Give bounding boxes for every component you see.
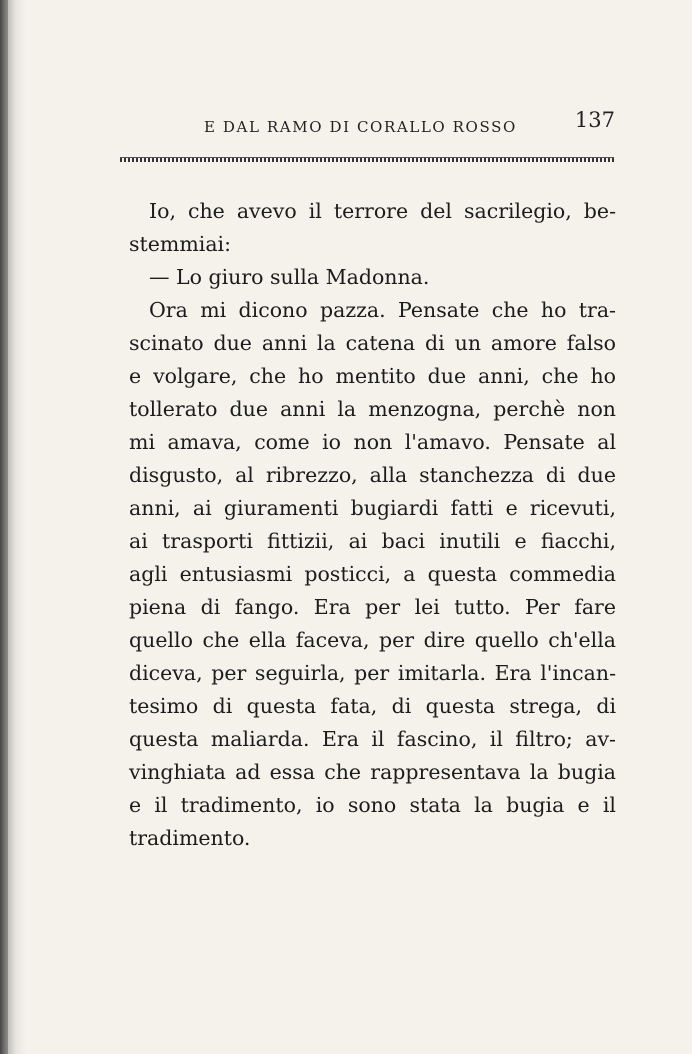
- text-line: anni, ai giuramenti bugiardi fatti e ricevuti,: [129, 496, 616, 520]
- page-binding-shadow: [0, 0, 8, 1054]
- text-line: tradimento.: [129, 826, 251, 850]
- text-line: tesimo di questa fata, di questa strega, di: [129, 694, 616, 718]
- ornamental-rule: [120, 157, 614, 162]
- text-line: vinghiata ad essa che rappresentava la bugia: [129, 760, 616, 784]
- page-number: 137: [574, 108, 615, 132]
- text-line: piena di fango. Era per lei tutto. Per fare: [129, 595, 616, 619]
- text-line: — Lo giuro sulla Madonna.: [149, 265, 430, 289]
- text-line: ai trasporti fittizii, ai baci inutili e fiacchi,: [129, 529, 616, 553]
- text-line: e il tradimento, io sono stata la bugia e il: [129, 793, 616, 817]
- text-line: scinato due anni la catena di un amore falso: [129, 331, 616, 355]
- running-head: E DAL RAMO DI CORALLO ROSSO: [204, 118, 517, 136]
- body-text: [129, 195, 616, 855]
- text-line: questa maliarda. Era il fascino, il filtro; av-: [129, 727, 616, 751]
- text-line: stemmiai:: [129, 232, 232, 256]
- text-line: Io, che avevo il terrore del sacrilegio, be-: [149, 199, 616, 223]
- text-line: quello che ella faceva, per dire quello ch'ella: [129, 628, 616, 652]
- text-line: Ora mi dicono pazza. Pensate che ho tra-: [149, 298, 616, 322]
- text-line: mi amava, come io non l'amavo. Pensate al: [129, 430, 616, 454]
- text-line: tollerato due anni la menzogna, perchè non: [129, 397, 616, 421]
- text-line: e volgare, che ho mentito due anni, che ho: [129, 364, 616, 388]
- page-header: [140, 108, 615, 142]
- text-line: disgusto, al ribrezzo, alla stanchezza di due: [129, 463, 616, 487]
- text-line: agli entusiasmi posticci, a questa commedia: [129, 562, 616, 586]
- text-line: diceva, per seguirla, per imitarla. Era l'incan-: [129, 661, 616, 685]
